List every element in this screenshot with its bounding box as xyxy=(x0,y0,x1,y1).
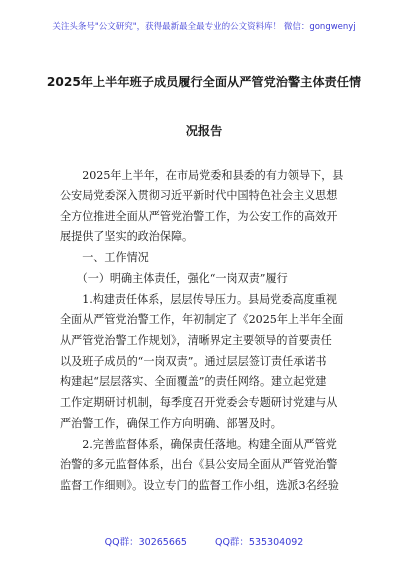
document-title-line-1: 2025年上半年班子成员履行全面从严管党治警主体责任情 xyxy=(46,75,362,89)
footer-qq-group-2: QQ群：535304092 xyxy=(214,537,304,548)
section-heading: 一、工作情况 xyxy=(60,251,149,264)
body-line: 严治警工作，确保工作方向明确、部署及时。 xyxy=(60,417,282,430)
body-line: 1.构建责任体系，层层传导压力。县局党委高度重视 xyxy=(60,293,337,306)
body-line: 监督工作细则》。设立专门的监督工作小组，选派3名经验 xyxy=(60,479,339,492)
body-line: 公安局党委深入贯彻习近平新时代中国特色社会主义思想 xyxy=(60,189,338,202)
body-line: 以及班子成员的“一岗双责”。通过层层签订责任承诺书 xyxy=(60,355,327,368)
body-line: 全方位推进全面从严管党治警工作，为公安工作的高效开 xyxy=(60,210,338,223)
body-line: 2.完善监督体系，确保责任落地。构建全面从严管党 xyxy=(60,438,337,451)
body-line: 治警的多元监督体系，出台《县公安局全面从严管党治警 xyxy=(60,458,338,471)
subsection-heading: （一）明确主体责任，强化“一岗双责”履行 xyxy=(60,272,288,285)
body-line: 展提供了坚实的政治保障。 xyxy=(60,230,194,243)
footer-qq-group-1: QQ群：30265665 xyxy=(104,537,187,548)
body-line: 工作定期研讨机制，每季度召开党委会专题研讨党建与从 xyxy=(60,396,338,409)
header-note: 关注头条号"公文研究"，获得最新最全最专业的公文资料库！ 微信：gongwenyj xyxy=(52,22,356,32)
body-line: 构建起“层层落实、全面覆盖”的责任网络。建立起党建 xyxy=(60,375,327,388)
body-line: 从严管党治警工作规划》，清晰界定主要领导的首要责任 xyxy=(60,334,332,347)
footer xyxy=(0,534,408,548)
body-line: 2025年上半年，在市局党委和县委的有力领导下，县 xyxy=(60,169,344,182)
body-line: 全面从严管党治警工作，年初制定了《2025年上半年全面 xyxy=(60,313,344,326)
document-title-line-2: 况报告 xyxy=(185,124,223,138)
